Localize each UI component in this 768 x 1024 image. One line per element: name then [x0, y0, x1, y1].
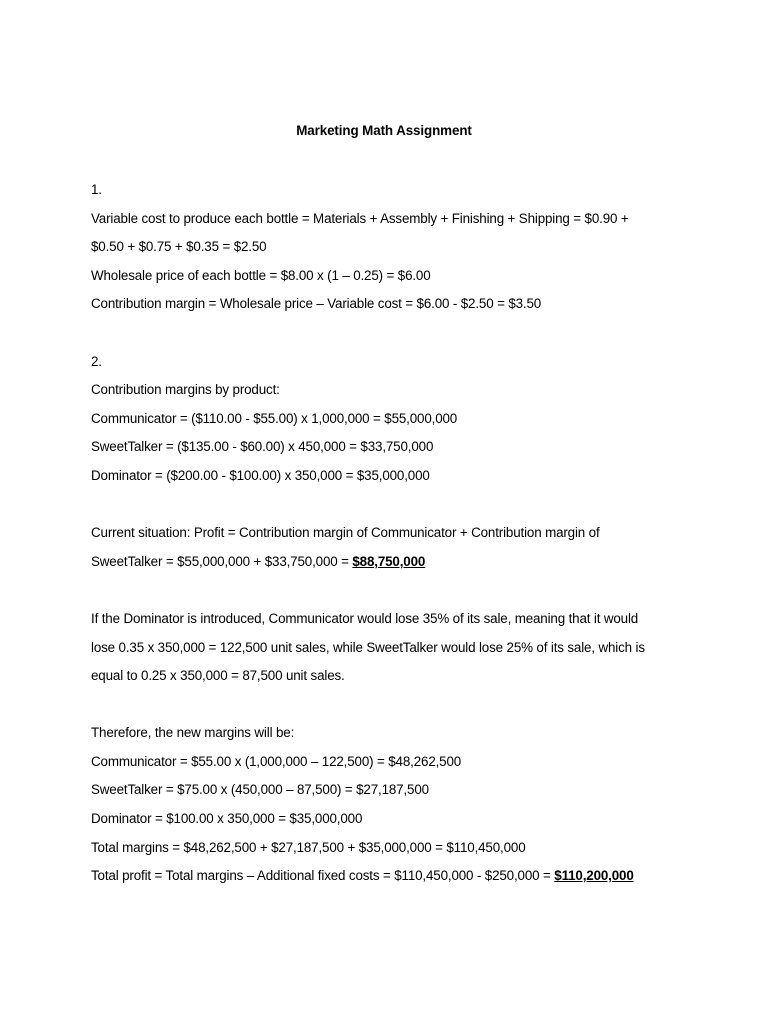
dominator-intro-line-1: If the Dominator is introduced, Communicator would lose 35% of its sale, meaning that it would	[91, 610, 639, 626]
variable-cost-line-2: $0.50 + $0.75 + $0.35 = $2.50	[91, 239, 267, 255]
document-title: Marketing Math Assignment	[296, 123, 472, 138]
spacer	[91, 691, 731, 720]
document-body	[91, 176, 731, 891]
contribution-margin-line: Contribution margin = Wholesale price – Variable cost = $6.00 - $2.50 = $3.50	[91, 296, 542, 312]
new-dominator-margin-line: Dominator = $100.00 x 350,000 = $35,000,000	[91, 811, 363, 827]
current-situation-text: SweetTalker = $55,000,000 + $33,750,000 =	[91, 553, 353, 569]
new-sweettalker-margin-line: SweetTalker = $75.00 x (450,000 – 87,500) = $27,187,500	[91, 782, 429, 798]
spacer	[91, 319, 731, 348]
wholesale-price-line: Wholesale price of each bottle = $8.00 x (1 – 0.25) = $6.00	[91, 267, 431, 283]
sweettalker-margin-line: SweetTalker = ($135.00 - $60.00) x 450,000 = $33,750,000	[91, 439, 434, 455]
total-profit-line	[91, 862, 731, 891]
current-profit-total: $88,750,000	[352, 553, 426, 569]
current-situation-line-1: Current situation: Profit = Contribution margin of Communicator + Contribution margin of	[91, 525, 600, 541]
margins-by-product-heading: Contribution margins by product:	[91, 382, 280, 398]
spacer	[91, 576, 731, 605]
current-situation-line-2	[91, 548, 731, 577]
communicator-margin-line: Communicator = ($110.00 - $55.00) x 1,000,000 = $55,000,000	[91, 410, 458, 426]
new-communicator-margin-line: Communicator = $55.00 x (1,000,000 – 122,500) = $48,262,500	[91, 753, 462, 769]
variable-cost-line-1: Variable cost to produce each bottle = Materials + Assembly + Finishing + Shipping = $0.90 +	[91, 210, 629, 226]
dominator-margin-line: Dominator = ($200.00 - $100.00) x 350,000 = $35,000,000	[91, 467, 430, 483]
section-1-number: 1.	[91, 182, 102, 197]
total-profit-value: $110,200,000	[554, 868, 634, 884]
spacer	[91, 491, 731, 520]
total-profit-text: Total profit = Total margins – Additional fixed costs = $110,450,000 - $250,000 =	[91, 868, 555, 884]
total-margins-line: Total margins = $48,262,500 + $27,187,500 + $35,000,000 = $110,450,000	[91, 839, 526, 855]
section-2-number: 2.	[91, 353, 102, 369]
new-margins-heading: Therefore, the new margins will be:	[91, 725, 295, 741]
dominator-intro-line-3: equal to 0.25 x 350,000 = 87,500 unit sales.	[91, 668, 345, 684]
dominator-intro-line-2: lose 0.35 x 350,000 = 122,500 unit sales, while SweetTalker would lose 25% of its sale, which is	[91, 639, 645, 655]
